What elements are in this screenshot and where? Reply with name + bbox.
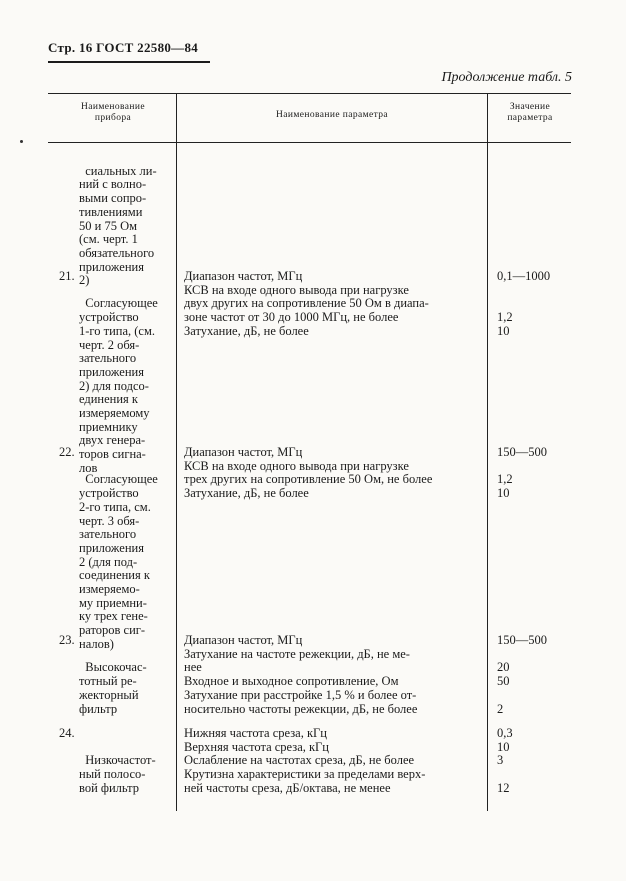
row-number: 24. <box>59 726 75 740</box>
device-name: Согласующее устройство 2-го типа, см. черт. 3 обя- зательного приложения 2 (для под- соединения к измеряемо- му приемни- ку трех гене- раторов сиг- налов) <box>79 472 158 651</box>
value-list: 150—500 20 50 2 <box>497 633 547 716</box>
table-top-rule <box>48 93 571 94</box>
column-divider-device <box>176 94 177 811</box>
table-row-device <box>79 151 157 288</box>
device-name: Согласующее устройство 1-го типа, (см. черт. 2 обя- зательного приложения 2) для подсо- единения к измеряемому приемнику двух генера- торов сигна- лов <box>79 296 158 475</box>
row-number: 23. <box>59 633 75 647</box>
column-divider-value <box>487 94 488 811</box>
parameter-list: Диапазон частот, МГц КСВ на входе одного вывода при нагрузке двух других на сопротивление 50 Ом в диапа- зоне частот от 30 до 1000 МГц, не более Затухание, дБ, не более <box>184 269 429 338</box>
parameter-list: Диапазон частот, МГц КСВ на входе одного вывода при нагрузке трех других на сопротивление 50 Ом, не более Затухание, дБ, не более <box>184 445 433 501</box>
header-underline <box>48 61 210 63</box>
page-reference: Стр. 16 ГОСТ 22580—84 <box>48 40 199 55</box>
table-header-rule <box>48 142 571 143</box>
column-header-value: Значение параметра <box>507 102 553 123</box>
value-list: 0,3 10 3 12 <box>497 726 513 795</box>
row-number: 22. <box>59 445 75 459</box>
device-name: Низкочастот- ный полосо- вой фильтр <box>79 753 156 795</box>
table-row-device <box>59 633 147 716</box>
table-row-device <box>59 726 156 796</box>
column-header-device: Наименование прибора <box>81 102 145 123</box>
table-continuation-label: Продолжение табл. 5 <box>441 70 572 85</box>
device-name: Высокочас- тотный ре- жекторный фильтр <box>79 660 147 716</box>
value-list: 150—500 1,2 10 <box>497 445 547 501</box>
device-name: сиальных ли- ний с волно- выми сопро- тивлениями 50 и 75 Ом (см. черт. 1 обязательного приложения 2) <box>79 163 157 288</box>
value-list: 0,1—1000 1,2 10 <box>497 269 551 338</box>
row-number: 21. <box>59 269 75 283</box>
parameter-list: Диапазон частот, МГц Затухание на частоте режекции, дБ, не ме- нее Входное и выходное сопротивление, Ом Затухание при расстройке 1,5 % и более от- носительно частоты режекции, дБ, не более <box>184 633 418 716</box>
parameter-list: Нижняя частота среза, кГц Верхняя частота среза, кГц Ослабление на частотах среза, дБ, не более Крутизна характеристики за пределами верх- ней частоты среза, дБ/октава, не менее <box>184 726 426 795</box>
margin-mark <box>20 140 23 143</box>
column-header-parameter: Наименование параметра <box>275 110 389 120</box>
